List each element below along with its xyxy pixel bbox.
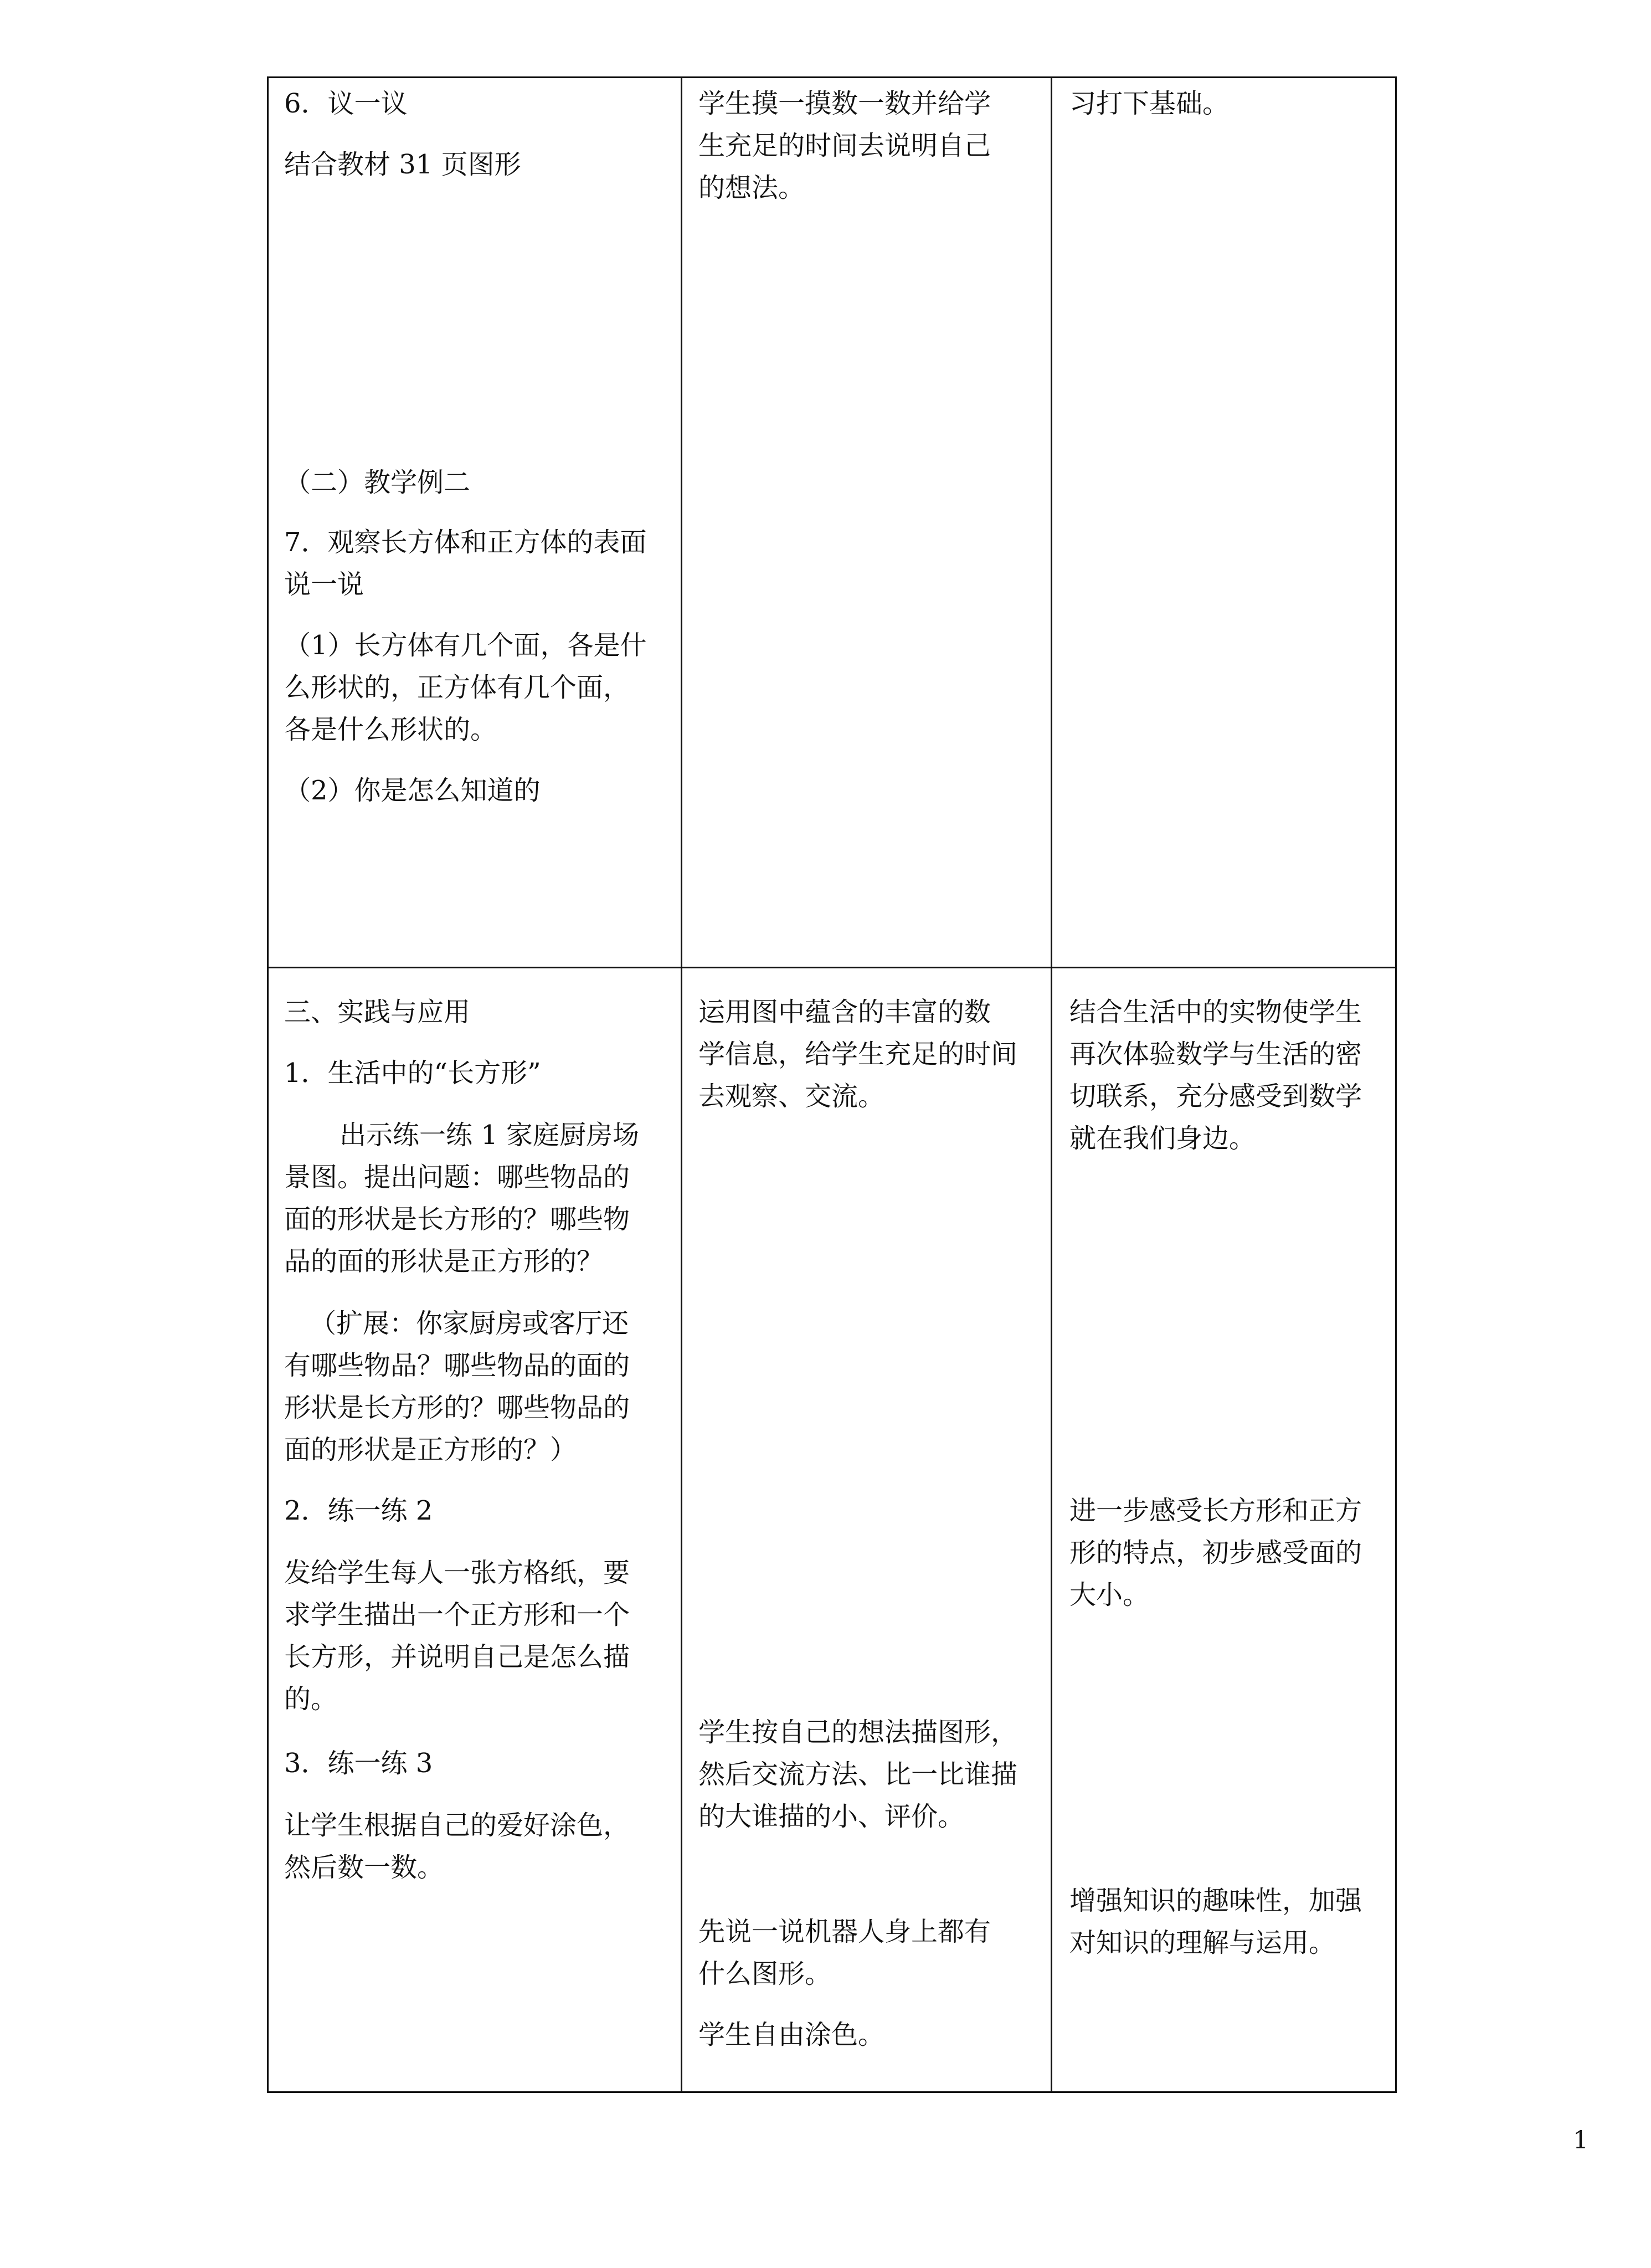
item3-title: 3．练一练 3 <box>284 1748 433 1779</box>
item1-title: 1．生活中的“长方形” <box>284 1058 541 1089</box>
item2-line1: 发给学生每人一张方格纸，要 <box>284 1557 630 1588</box>
row2-col2-c-line2: 什么图形。 <box>698 1958 832 1989</box>
extension-line4: 面的形状是正方形的？） <box>284 1434 577 1465</box>
question1-line3: 各是什么形状的。 <box>284 714 497 745</box>
row2-col3-a-line4: 就在我们身边。 <box>1069 1123 1256 1154</box>
item6-title: 6．议一议 <box>284 88 408 119</box>
item3-line1: 让学生根据自己的爱好涂色， <box>284 1810 630 1841</box>
item2-line4: 的。 <box>284 1684 338 1715</box>
row2-col1-cell <box>284 969 672 2088</box>
row1-col3-cell <box>1069 78 1391 964</box>
item1-line3: 面的形状是长方形的？哪些物 <box>284 1204 630 1235</box>
row2-col3-b-line2: 形的特点，初步感受面的 <box>1069 1537 1362 1568</box>
extension-line3: 形状是长方形的？哪些物品的 <box>284 1392 630 1423</box>
item2-line3: 长方形，并说明自己是怎么描 <box>284 1641 630 1672</box>
row2-col3-c-line2: 对知识的理解与运用。 <box>1069 1927 1336 1958</box>
row2-col3-a-line1: 结合生活中的实物使学生 <box>1069 997 1362 1028</box>
row1-col2-cell <box>698 78 1042 964</box>
item7-line2: 说一说 <box>284 569 364 600</box>
item3-line2: 然后数一数。 <box>284 1852 444 1883</box>
page-number: 1 <box>1573 2126 1588 2154</box>
column-divider <box>1051 78 1052 2091</box>
item1-line2: 景图。提出问题：哪些物品的 <box>284 1162 630 1193</box>
row2-col3-a-line2: 再次体验数学与生活的密 <box>1069 1039 1362 1070</box>
row2-col2-b-line1: 学生按自己的想法描图形， <box>698 1717 1018 1748</box>
row1-col3-line1: 习打下基础。 <box>1069 88 1230 119</box>
row2-col2-cell <box>698 969 1042 2088</box>
row1-col1-cell <box>284 78 672 964</box>
row2-col3-b-line3: 大小。 <box>1069 1579 1150 1610</box>
item2-line2: 求学生描出一个正方形和一个 <box>284 1599 630 1630</box>
row2-col3-cell <box>1069 969 1391 2088</box>
row-divider <box>269 967 1395 968</box>
extension-line1: （扩展：你家厨房或客厅还 <box>310 1308 629 1339</box>
row1-col2-line2: 生充足的时间去说明自己 <box>698 130 991 161</box>
column-divider <box>681 78 682 2091</box>
item1-line1: 出示练一练 1 家庭厨房场 <box>340 1120 640 1151</box>
row2-col3-c-line1: 增强知识的趣味性，加强 <box>1069 1885 1362 1916</box>
section-example2: （二）教学例二 <box>284 467 471 498</box>
extension-line2: 有哪些物品？哪些物品的面的 <box>284 1350 630 1381</box>
row2-col2-c-line1: 先说一说机器人身上都有 <box>698 1916 991 1947</box>
section-practice-title: 三、实践与应用 <box>284 997 471 1028</box>
row2-col2-d-line1: 学生自由涂色。 <box>698 2019 885 2050</box>
row2-col3-b-line1: 进一步感受长方形和正方 <box>1069 1495 1362 1526</box>
row2-col2-a-line3: 去观察、交流。 <box>698 1081 885 1112</box>
item7-line1: 7．观察长方体和正方体的表面 <box>284 527 647 558</box>
item6-text: 结合教材 31 页图形 <box>284 149 521 180</box>
row1-col2-line1: 学生摸一摸数一数并给学 <box>698 88 991 119</box>
row2-col3-a-line3: 切联系，充分感受到数学 <box>1069 1081 1362 1112</box>
row2-col2-a-line2: 学信息，给学生充足的时间 <box>698 1039 1018 1070</box>
question1-line2: 么形状的，正方体有几个面， <box>284 672 630 703</box>
row2-col2-b-line2: 然后交流方法、比一比谁描 <box>698 1759 1018 1790</box>
item2-title: 2．练一练 2 <box>284 1495 433 1526</box>
question1-line1: （1）长方体有几个面，各是什 <box>284 630 647 661</box>
row2-col2-b-line3: 的大谁描的小、评价。 <box>698 1801 965 1832</box>
item1-line4: 品的面的形状是正方形的？ <box>284 1246 604 1277</box>
lesson-plan-table <box>267 76 1397 2093</box>
question2: （2）你是怎么知道的 <box>284 775 541 806</box>
row1-col2-line3: 的想法。 <box>698 172 805 203</box>
row2-col2-a-line1: 运用图中蕴含的丰富的数 <box>698 997 991 1028</box>
